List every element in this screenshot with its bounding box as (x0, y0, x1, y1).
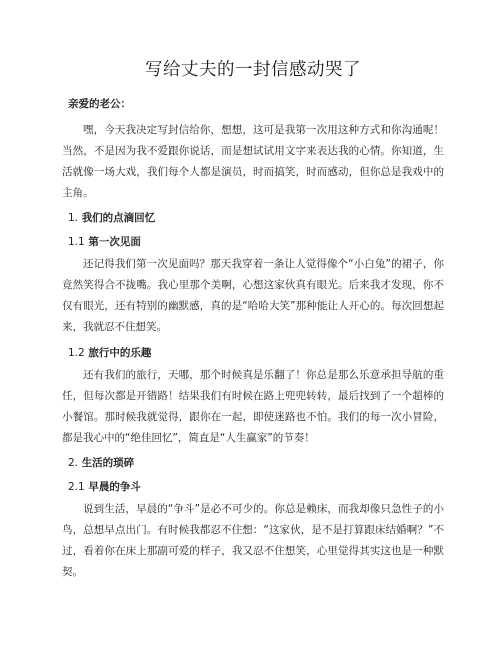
section-1-number: 1. (68, 212, 79, 224)
section-2-title: 生活的琐碎 (81, 457, 135, 469)
section-2-number: 2. (68, 457, 79, 469)
section-1-2-number: 1.2 (68, 347, 85, 359)
section-2-1-heading (68, 478, 444, 496)
intro-paragraph: 嘿，今天我决定写封信给你，想想，这可是我第一次用这种方式和你沟通呢！当然，不是因为我不爱跟你说话，而是想试试用文字来表达我的心情。你知道，生活就像一场大戏，我们每个人都是演员，时而搞笑，时而感动，但你总是我戏中的主角。 (62, 124, 444, 199)
section-1-2-title: 旅行中的乐趣 (88, 347, 152, 359)
section-1-heading (68, 209, 444, 227)
document-title: 写给丈夫的一封信感动哭了 (145, 60, 361, 80)
section-1-1-heading (68, 233, 444, 251)
section-2-1-paragraph: 说到生活，早晨的“争斗”是必不可少的。你总是赖床，而我却像只急性子的小鸟，总想早点出门。有时候我都忍不住想：“这家伙，是不是打算跟床结婚啊？”不过，看着你在床上那副可爱的样子，我又忍不住想笑，心里觉得其实这也是一种默契。 (62, 503, 444, 578)
section-1-2-paragraph: 还有我们的旅行，天哪，那个时候真是乐翻了！你总是那么乐意承担导航的重任，但每次都是开错路！结果我们有时候在路上兜兜转转，最后找到了一个超棒的小餐馆。那时候我就觉得，跟你在一起，即使迷路也不怕。我们的每一次小冒险，都是我心中的“绝佳回忆”，简直是“人生赢家”的节奏！ (62, 369, 444, 444)
section-1-1-title: 第一次见面 (88, 236, 141, 248)
section-2-1-title: 早晨的争斗 (88, 481, 141, 493)
section-1-1-paragraph: 还记得我们第一次见面吗？那天我穿着一条让人觉得像个“小白兔”的裙子，你竟然笑得合不拢嘴。我心里那个美啊，心想这家伙真有眼光。后来我才发现，你不仅有眼光，还有特别的幽默感，真的是“哈哈大笑”那种能让人开心的。每次回想起来，我就忍不住想笑。 (62, 258, 444, 333)
section-2-1-number: 2.1 (68, 481, 85, 493)
section-1-2-heading (68, 344, 444, 362)
section-1-title: 我们的点滴回忆 (81, 212, 156, 224)
section-1-1-number: 1.1 (68, 236, 85, 248)
section-2-heading (68, 454, 444, 472)
salutation: 亲爱的老公： (68, 98, 131, 110)
